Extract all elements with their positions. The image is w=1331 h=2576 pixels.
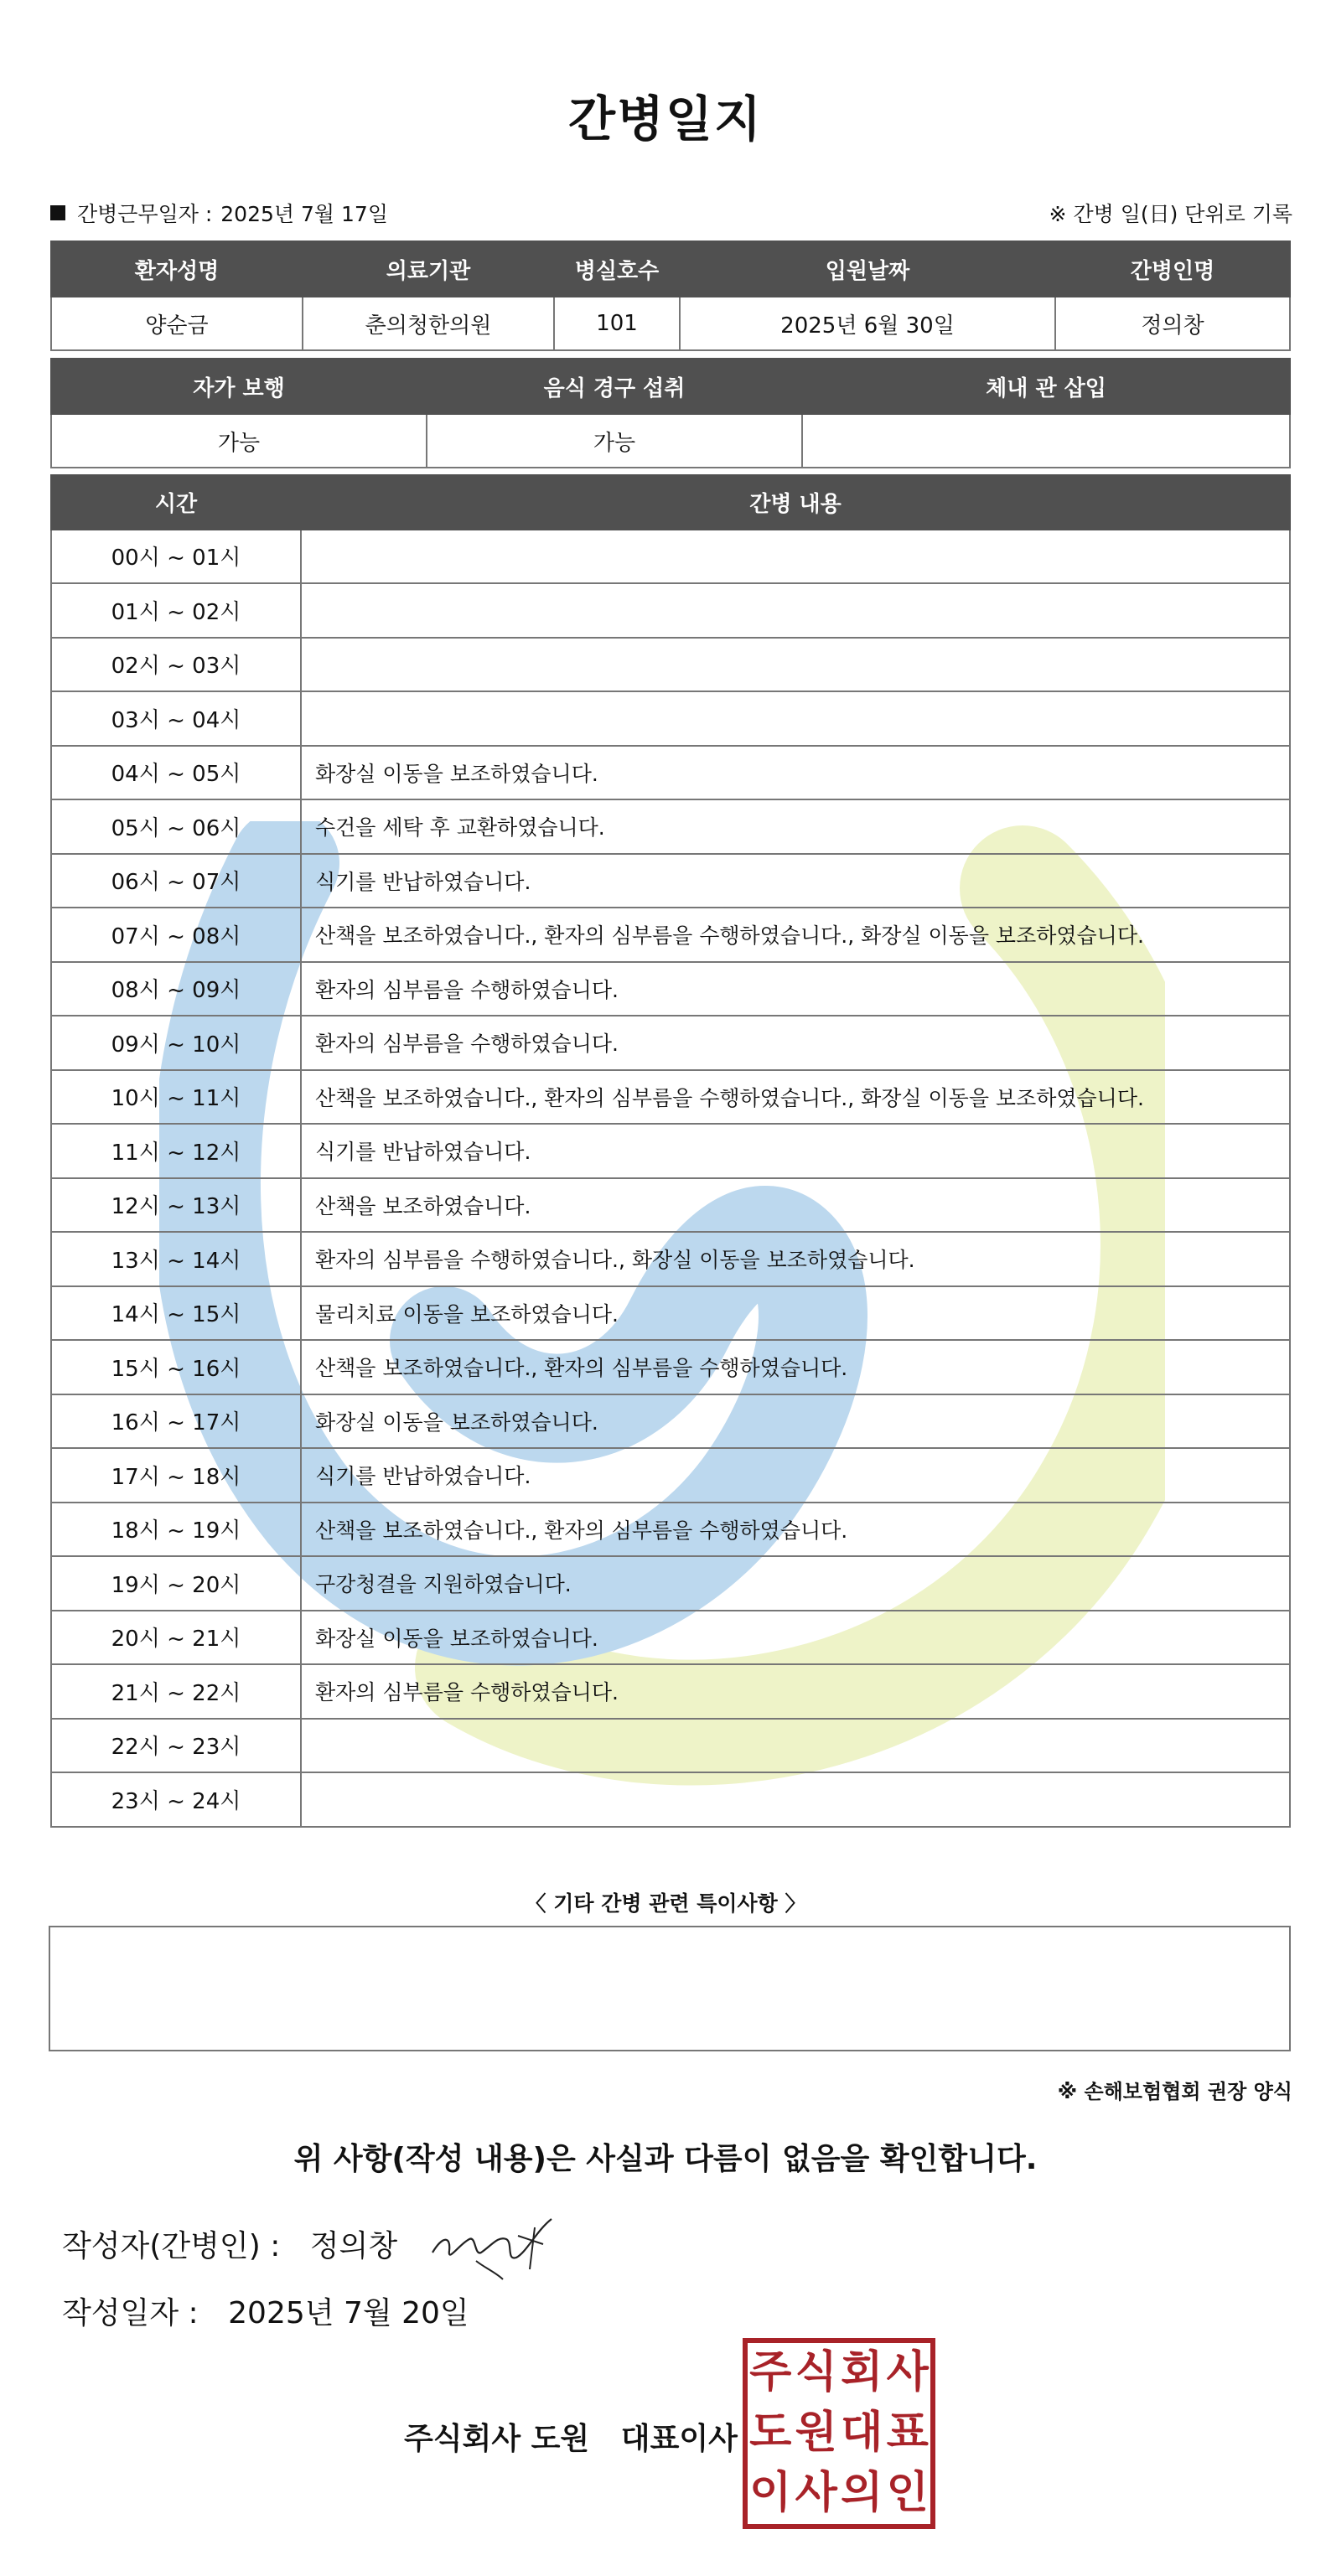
care-log-header-row — [51, 475, 1290, 530]
care-log-time: 08시 ~ 09시 — [51, 962, 301, 1016]
header-patient-name: 환자성명 — [51, 241, 303, 297]
seal-character: 이 — [749, 2468, 792, 2518]
header-oral-intake: 음식 경구 섭취 — [427, 359, 802, 414]
care-log-row — [51, 908, 1290, 962]
notes-box — [49, 1926, 1291, 2051]
care-log-content: 산책을 보조하였습니다., 환자의 심부름을 수행하였습니다. — [301, 1503, 1290, 1557]
admission-date: 2025년 6월 30일 — [680, 297, 1055, 350]
care-log-content: 식기를 반납하였습니다. — [301, 854, 1290, 908]
care-log-time: 01시 ~ 02시 — [51, 583, 301, 638]
care-log-content — [301, 1719, 1290, 1773]
seal-character: 도 — [749, 2408, 792, 2458]
work-date — [50, 198, 388, 228]
company-signature: 주식회사 도원 대표이사 — [404, 2422, 738, 2456]
care-log-row — [51, 1124, 1290, 1178]
care-log-time: 16시 ~ 17시 — [51, 1394, 301, 1449]
care-log-row — [51, 854, 1290, 908]
care-log-content: 물리치료 이동을 보조하였습니다. — [301, 1286, 1290, 1341]
work-date-label: 간병근무일자 : — [77, 202, 213, 226]
notes-title: 〈 기타 간병 관련 특이사항 〉 — [525, 1891, 806, 1916]
care-log-content: 구강청결을 지원하였습니다. — [301, 1556, 1290, 1611]
care-log-row — [51, 1772, 1290, 1827]
header-self-walking: 자가 보행 — [51, 359, 427, 414]
care-log-content: 수건을 세탁 후 교환하였습니다. — [301, 799, 1290, 854]
care-log-time: 07시 ~ 08시 — [51, 908, 301, 962]
care-log-row — [51, 1448, 1290, 1503]
care-log-time: 02시 ~ 03시 — [51, 638, 301, 692]
care-log-content: 식기를 반납하였습니다. — [301, 1448, 1290, 1503]
care-log-row — [51, 799, 1290, 854]
care-log-content: 환자의 심부름을 수행하였습니다. — [301, 1016, 1290, 1070]
care-log-time: 05시 ~ 06시 — [51, 799, 301, 854]
care-log-content: 산책을 보조하였습니다. — [301, 1178, 1290, 1233]
seal-character: 회 — [841, 2347, 883, 2398]
care-log-content — [301, 1772, 1290, 1827]
care-log-row — [51, 1611, 1290, 1665]
header-caregiver-name: 간병인명 — [1055, 241, 1290, 297]
care-log-row — [51, 583, 1290, 638]
company-seal-stamp — [743, 2338, 935, 2529]
header-care-content: 간병 내용 — [301, 475, 1290, 530]
care-log-row — [51, 1394, 1290, 1449]
care-log-time: 23시 ~ 24시 — [51, 1772, 301, 1827]
unit-note: ※ 간병 일(日) 단위로 기록 — [1049, 202, 1292, 226]
patient-info-table — [50, 241, 1291, 351]
care-log-row — [51, 1232, 1290, 1286]
care-log-row — [51, 1719, 1290, 1773]
care-log-time: 00시 ~ 01시 — [51, 530, 301, 584]
care-log-time: 04시 ~ 05시 — [51, 746, 301, 800]
write-date-label: 작성일자 : — [62, 2296, 199, 2330]
care-log-time: 19시 ~ 20시 — [51, 1556, 301, 1611]
care-log-content: 화장실 이동을 보조하였습니다. — [301, 746, 1290, 800]
header-admission-date: 입원날짜 — [680, 241, 1055, 297]
caregiver-name: 정의창 — [1055, 297, 1290, 350]
handwritten-signature — [426, 2202, 560, 2286]
care-log-row — [51, 1070, 1290, 1125]
seal-character: 표 — [886, 2408, 929, 2458]
header-time: 시간 — [51, 475, 301, 530]
patient-info-header-row — [51, 241, 1290, 297]
seal-character: 주 — [749, 2347, 792, 2398]
care-log-time: 09시 ~ 10시 — [51, 1016, 301, 1070]
care-log-content — [301, 638, 1290, 692]
association-note: ※ 손해보험협회 권장 양식 — [1057, 2080, 1292, 2103]
care-log-content — [301, 530, 1290, 584]
ability-value-row — [51, 414, 1290, 468]
seal-character: 사 — [886, 2347, 929, 2398]
care-log-row — [51, 962, 1290, 1016]
write-date-value: 2025년 7월 20일 — [228, 2296, 469, 2330]
care-log-content — [301, 583, 1290, 638]
patient-info-value-row — [51, 297, 1290, 350]
care-log-row — [51, 638, 1290, 692]
care-log-row — [51, 1556, 1290, 1611]
ability-header-row — [51, 359, 1290, 414]
care-log-content — [301, 691, 1290, 746]
header-hospital: 의료기관 — [303, 241, 554, 297]
care-log-row — [51, 1503, 1290, 1557]
care-log-time: 20시 ~ 21시 — [51, 1611, 301, 1665]
seal-character: 의 — [841, 2468, 883, 2518]
writer-name: 정의창 — [309, 2229, 398, 2263]
confirmation-statement: 위 사항(작성 내용)은 사실과 다름이 없음을 확인합니다. — [293, 2142, 1038, 2176]
care-log-time: 22시 ~ 23시 — [51, 1719, 301, 1773]
care-log-content: 화장실 이동을 보조하였습니다. — [301, 1394, 1290, 1449]
care-log-time: 06시 ~ 07시 — [51, 854, 301, 908]
care-log-row — [51, 1178, 1290, 1233]
care-log-content: 식기를 반납하였습니다. — [301, 1124, 1290, 1178]
care-log-time: 14시 ~ 15시 — [51, 1286, 301, 1341]
seal-character: 원 — [795, 2408, 837, 2458]
care-log-time: 13시 ~ 14시 — [51, 1232, 301, 1286]
care-log-row — [51, 746, 1290, 800]
care-log-row — [51, 1016, 1290, 1070]
writer-line — [62, 2222, 397, 2265]
self-walking-value: 가능 — [51, 414, 427, 468]
care-log-time: 18시 ~ 19시 — [51, 1503, 301, 1557]
header-room-number: 병실호수 — [554, 241, 680, 297]
hospital: 춘의청한의원 — [303, 297, 554, 350]
header-tube-insertion: 체내 관 삽입 — [802, 359, 1290, 414]
room-number: 101 — [554, 297, 680, 350]
seal-character: 대 — [841, 2408, 883, 2458]
document-title: 간병일지 — [567, 91, 764, 147]
square-bullet-icon — [50, 205, 65, 220]
care-log-content: 산책을 보조하였습니다., 환자의 심부름을 수행하였습니다., 화장실 이동을 보조하였습니다. — [301, 1070, 1290, 1125]
patient-name: 양순금 — [51, 297, 303, 350]
care-log-content: 산책을 보조하였습니다., 환자의 심부름을 수행하였습니다., 화장실 이동을 보조하였습니다. — [301, 908, 1290, 962]
care-log-row — [51, 1340, 1290, 1394]
work-date-value: 2025년 7월 17일 — [220, 202, 388, 226]
write-date-line — [62, 2289, 469, 2332]
care-log-content: 환자의 심부름을 수행하였습니다., 화장실 이동을 보조하였습니다. — [301, 1232, 1290, 1286]
care-log-time: 03시 ~ 04시 — [51, 691, 301, 746]
seal-character: 식 — [795, 2347, 837, 2398]
tube-insertion-value — [802, 414, 1290, 468]
care-log-row — [51, 530, 1290, 584]
care-log-time: 12시 ~ 13시 — [51, 1178, 301, 1233]
care-log-content: 화장실 이동을 보조하였습니다. — [301, 1611, 1290, 1665]
care-log-row — [51, 1286, 1290, 1341]
oral-intake-value: 가능 — [427, 414, 802, 468]
seal-character: 사 — [795, 2468, 837, 2518]
care-log-content: 환자의 심부름을 수행하였습니다. — [301, 1664, 1290, 1719]
care-log-time: 21시 ~ 22시 — [51, 1664, 301, 1719]
care-log-row — [51, 1664, 1290, 1719]
care-log-time: 15시 ~ 16시 — [51, 1340, 301, 1394]
seal-character: 인 — [886, 2468, 929, 2518]
care-log-time: 17시 ~ 18시 — [51, 1448, 301, 1503]
care-log-time: 10시 ~ 11시 — [51, 1070, 301, 1125]
care-log-content: 산책을 보조하였습니다., 환자의 심부름을 수행하였습니다. — [301, 1340, 1290, 1394]
patient-ability-table — [50, 358, 1291, 468]
care-log-time: 11시 ~ 12시 — [51, 1124, 301, 1178]
care-log-content: 환자의 심부름을 수행하였습니다. — [301, 962, 1290, 1016]
care-log-table — [50, 474, 1291, 1828]
writer-label: 작성자(간병인) : — [62, 2229, 281, 2263]
care-log-row — [51, 691, 1290, 746]
